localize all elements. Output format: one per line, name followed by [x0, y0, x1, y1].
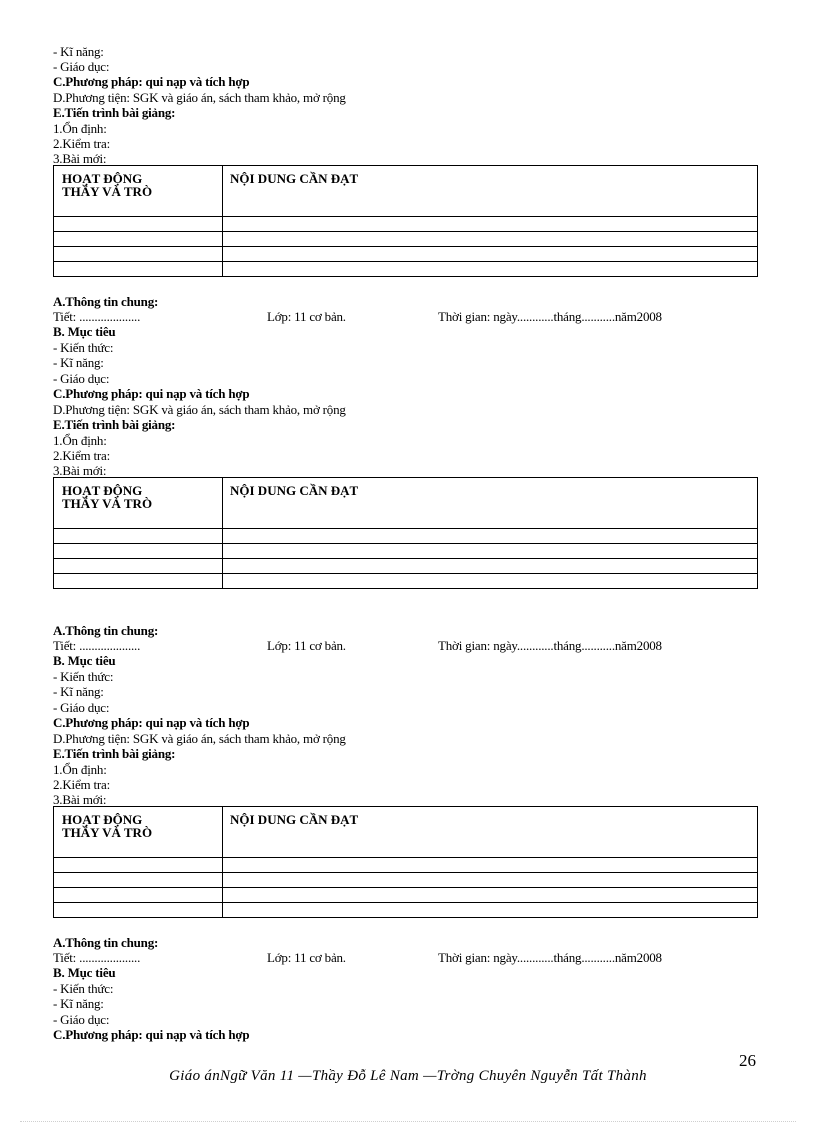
- table-row: [54, 888, 758, 903]
- content-header: NỘI DUNG CẦN ĐẠT: [223, 807, 758, 858]
- table-row: [54, 262, 758, 277]
- time-field: Thời gian: ngày............tháng...........năm2008: [438, 950, 662, 965]
- period-field: Tiết: ....................: [53, 309, 141, 324]
- objectives-heading: B. Mục tiêu: [53, 965, 116, 980]
- check-line: 2.Kiểm tra:: [53, 448, 111, 463]
- lesson-table: [53, 806, 758, 918]
- stabilize-line: 1.Ổn định:: [53, 433, 107, 448]
- method-line: C.Phương pháp: qui nạp và tích hợp: [53, 386, 250, 401]
- general-info-heading: A.Thông tin chung:: [53, 935, 159, 950]
- objectives-heading: B. Mục tiêu: [53, 653, 116, 668]
- knowledge-line: - Kiến thức:: [53, 340, 114, 355]
- table-row: [54, 903, 758, 918]
- means-line: D.Phương tiện: SGK và giáo án, sách tham khảo, mở rộng: [53, 402, 346, 417]
- table-row: [54, 559, 758, 574]
- knowledge-line: - Kiến thức:: [53, 981, 114, 996]
- period-field: Tiết: ....................: [53, 638, 141, 653]
- knowledge-line: - Kiến thức:: [53, 669, 114, 684]
- method-line: C.Phương pháp: qui nạp và tích hợp: [53, 715, 250, 730]
- skills-line: - Kĩ năng:: [53, 44, 104, 59]
- table-row: [54, 873, 758, 888]
- education-line: - Giáo dục:: [53, 371, 110, 386]
- education-line: - Giáo dục:: [53, 59, 110, 74]
- activity-header: HOẠT ĐỘNG THẦY VÀ TRÒ: [54, 478, 223, 529]
- table-row: [54, 247, 758, 262]
- new-lesson-line: 3.Bài mới:: [53, 463, 107, 478]
- info-row: [53, 950, 758, 965]
- page-edge-divider: [20, 1121, 796, 1122]
- table-row: [54, 529, 758, 544]
- skills-line: - Kĩ năng:: [53, 996, 104, 1011]
- table-row: [54, 217, 758, 232]
- stabilize-line: 1.Ổn định:: [53, 121, 107, 136]
- new-lesson-line: 3.Bài mới:: [53, 151, 107, 166]
- activity-header: HOẠT ĐỘNG THẦY VÀ TRÒ: [54, 166, 223, 217]
- education-line: - Giáo dục:: [53, 700, 110, 715]
- progress-heading: E.Tiến trình bài giảng:: [53, 417, 176, 432]
- table-row: [54, 574, 758, 589]
- class-field: Lớp: 11 cơ bản.: [267, 638, 346, 653]
- class-field: Lớp: 11 cơ bản.: [267, 950, 346, 965]
- content-header: NỘI DUNG CẦN ĐẠT: [223, 166, 758, 217]
- skills-line: - Kĩ năng:: [53, 684, 104, 699]
- activity-header: HOẠT ĐỘNG THẦY VÀ TRÒ: [54, 807, 223, 858]
- check-line: 2.Kiểm tra:: [53, 777, 111, 792]
- time-field: Thời gian: ngày............tháng...........năm2008: [438, 309, 662, 324]
- class-field: Lớp: 11 cơ bản.: [267, 309, 346, 324]
- stabilize-line: 1.Ổn định:: [53, 762, 107, 777]
- objectives-heading: B. Mục tiêu: [53, 324, 116, 339]
- table-row: [54, 232, 758, 247]
- table-row: [54, 544, 758, 559]
- lesson-table: [53, 165, 758, 277]
- means-line: D.Phương tiện: SGK và giáo án, sách tham khảo, mở rộng: [53, 731, 346, 746]
- general-info-heading: A.Thông tin chung:: [53, 623, 159, 638]
- skills-line: - Kĩ năng:: [53, 355, 104, 370]
- method-line: C.Phương pháp: qui nạp và tích hợp: [53, 74, 250, 89]
- period-field: Tiết: ....................: [53, 950, 141, 965]
- education-line: - Giáo dục:: [53, 1012, 110, 1027]
- progress-heading: E.Tiến trình bài giảng:: [53, 105, 176, 120]
- general-info-heading: A.Thông tin chung:: [53, 294, 159, 309]
- means-line: D.Phương tiện: SGK và giáo án, sách tham khảo, mở rộng: [53, 90, 346, 105]
- page-number: 26: [739, 1051, 756, 1070]
- check-line: 2.Kiểm tra:: [53, 136, 111, 151]
- content-header: NỘI DUNG CẦN ĐẠT: [223, 478, 758, 529]
- page-footer: Giáo ánNgữ Văn 11 —Thầy Đỗ Lê Nam —Trờng Chuyên Nguyễn Tất Thành: [169, 1068, 647, 1084]
- method-line: C.Phương pháp: qui nạp và tích hợp: [53, 1027, 250, 1042]
- new-lesson-line: 3.Bài mới:: [53, 792, 107, 807]
- progress-heading: E.Tiến trình bài giảng:: [53, 746, 176, 761]
- info-row: [53, 638, 758, 653]
- time-field: Thời gian: ngày............tháng...........năm2008: [438, 638, 662, 653]
- lesson-table: [53, 477, 758, 589]
- info-row: [53, 309, 758, 324]
- table-row: [54, 858, 758, 873]
